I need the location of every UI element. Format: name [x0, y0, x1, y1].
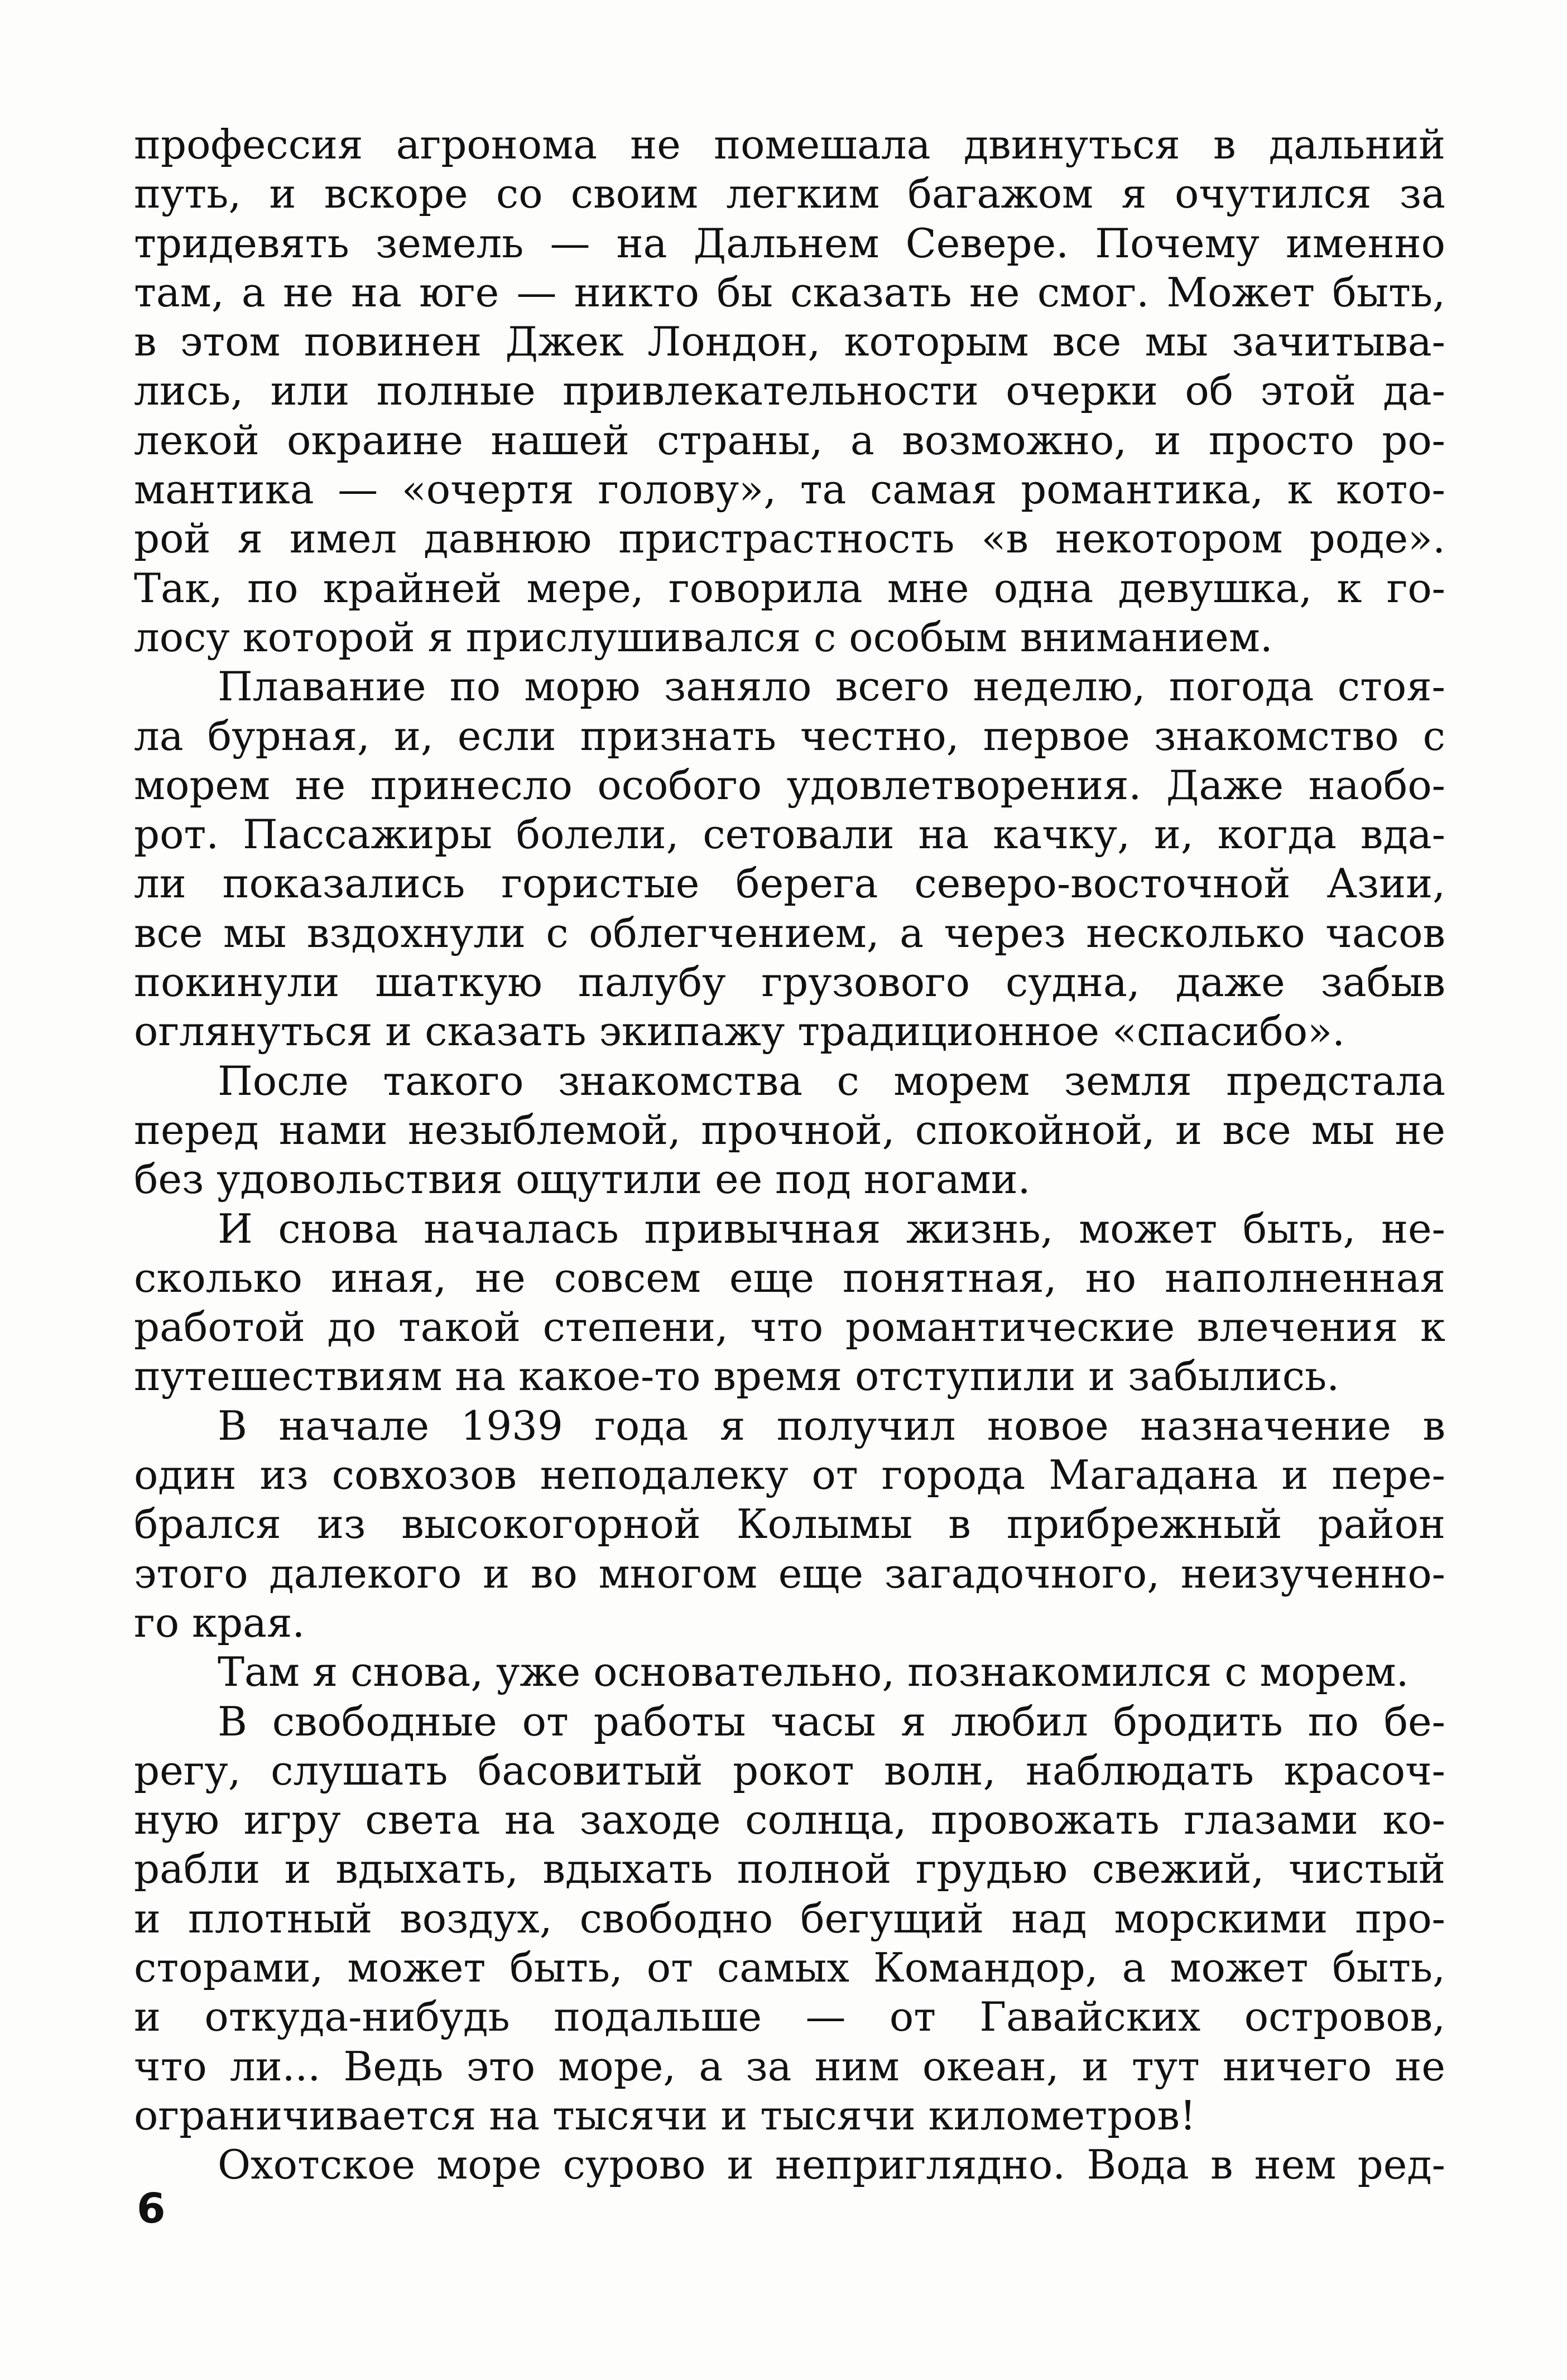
text-line: оглянуться и сказать экипажу традиционное «спасибо». [134, 1008, 1345, 1055]
text-line: рабли и вдыхать, вдыхать полной грудью свежий, чистый [134, 1845, 1445, 1893]
text-line: После такого знакомства с морем земля предстала [218, 1057, 1445, 1104]
text-line: без удовольствия ощутили ее под ногами. [134, 1156, 1031, 1203]
text-line: В начале 1939 года я получил новое назначение в [218, 1402, 1445, 1449]
text-line: перед нами незыблемой, прочной, спокойной, и все мы не [134, 1106, 1445, 1153]
text-line: Плавание по морю заняло всего неделю, погода стоя- [218, 663, 1445, 710]
text-line: и откуда-нибудь подальше — от Гавайских островов, [134, 1993, 1445, 2041]
text-line: покинули шаткую палубу грузового судна, даже забыв [134, 959, 1445, 1006]
text-line: профессия агронома не помешала двинуться в дальний [134, 121, 1445, 168]
text-line: работой до такой степени, что романтические влечения к [134, 1304, 1445, 1351]
body-text [134, 120, 1445, 2189]
text-line: ограничивается на тысячи и тысячи километров! [134, 2091, 1196, 2139]
text-line: лекой окраине нашей страны, а возможно, и просто ро- [134, 416, 1445, 464]
text-line: регу, слушать басовитый рокот волн, наблюдать красоч- [134, 1747, 1445, 1794]
text-line: ную игру света на заходе солнца, провожать глазами ко- [134, 1796, 1445, 1844]
text-line: лись, или полные привлекательности очерки об этой да- [134, 367, 1445, 415]
text-line: Охотское море сурово и неприглядно. Вода в нем ред- [218, 2141, 1445, 2189]
page-number: 6 [137, 2185, 166, 2233]
text-line: тридевять земель — на Дальнем Севере. Почему именно [134, 219, 1445, 267]
text-line: сколько иная, не совсем еще понятная, но наполненная [134, 1254, 1445, 1301]
text-line: ли показались гористые берега северо-восточной Азии, [134, 860, 1445, 907]
text-line: путешествиям на какое-то время отступили и забылись. [134, 1353, 1340, 1400]
text-line: И снова началась привычная жизнь, может быть, не- [218, 1205, 1445, 1252]
text-line: брался из высокогорной Колымы в прибрежный район [134, 1501, 1445, 1548]
text-line: в этом повинен Джек Лондон, которым все мы зачитыва- [134, 318, 1445, 366]
text-line: один из совхозов неподалеку от города Магадана и пере- [134, 1451, 1445, 1499]
text-line: сторами, может быть, от самых Командор, а может быть, [134, 1944, 1445, 1991]
text-line: рой я имел давнюю пристрастность «в некотором роде». [134, 515, 1445, 562]
text-line: мантика — «очертя голову», та самая романтика, к кото- [134, 466, 1445, 513]
text-line: что ли... Ведь это море, а за ним океан, и тут ничего не [134, 2042, 1445, 2090]
text-line: этого далекого и во многом еще загадочного, неизученно- [134, 1550, 1445, 1597]
text-line: Там я снова, уже основательно, познакомился с морем. [218, 1648, 1409, 1696]
text-line: ла бурная, и, если признать честно, первое знакомство с [134, 712, 1445, 759]
text-line: В свободные от работы часы я любил бродить по бе- [218, 1698, 1445, 1745]
text-line: го края. [134, 1599, 305, 1646]
text-line: там, а не на юге — никто бы сказать не смог. Может быть, [134, 268, 1445, 316]
text-line: рот. Пассажиры болели, сетовали на качку, и, когда вда- [134, 811, 1445, 858]
text-line: все мы вздохнули с облегчением, а через несколько часов [134, 909, 1445, 956]
text-line: Так, по крайней мере, говорила мне одна девушка, к го- [134, 564, 1445, 612]
text-line: лосу которой я прислушивался с особым вниманием. [134, 613, 1273, 661]
text-line: морем не принесло особого удовлетворения. Даже наобо- [134, 761, 1445, 809]
text-line: путь, и вскоре со своим легким багажом я очутился за [134, 170, 1445, 218]
text-line: и плотный воздух, свободно бегущий над морскими про- [134, 1895, 1445, 1942]
